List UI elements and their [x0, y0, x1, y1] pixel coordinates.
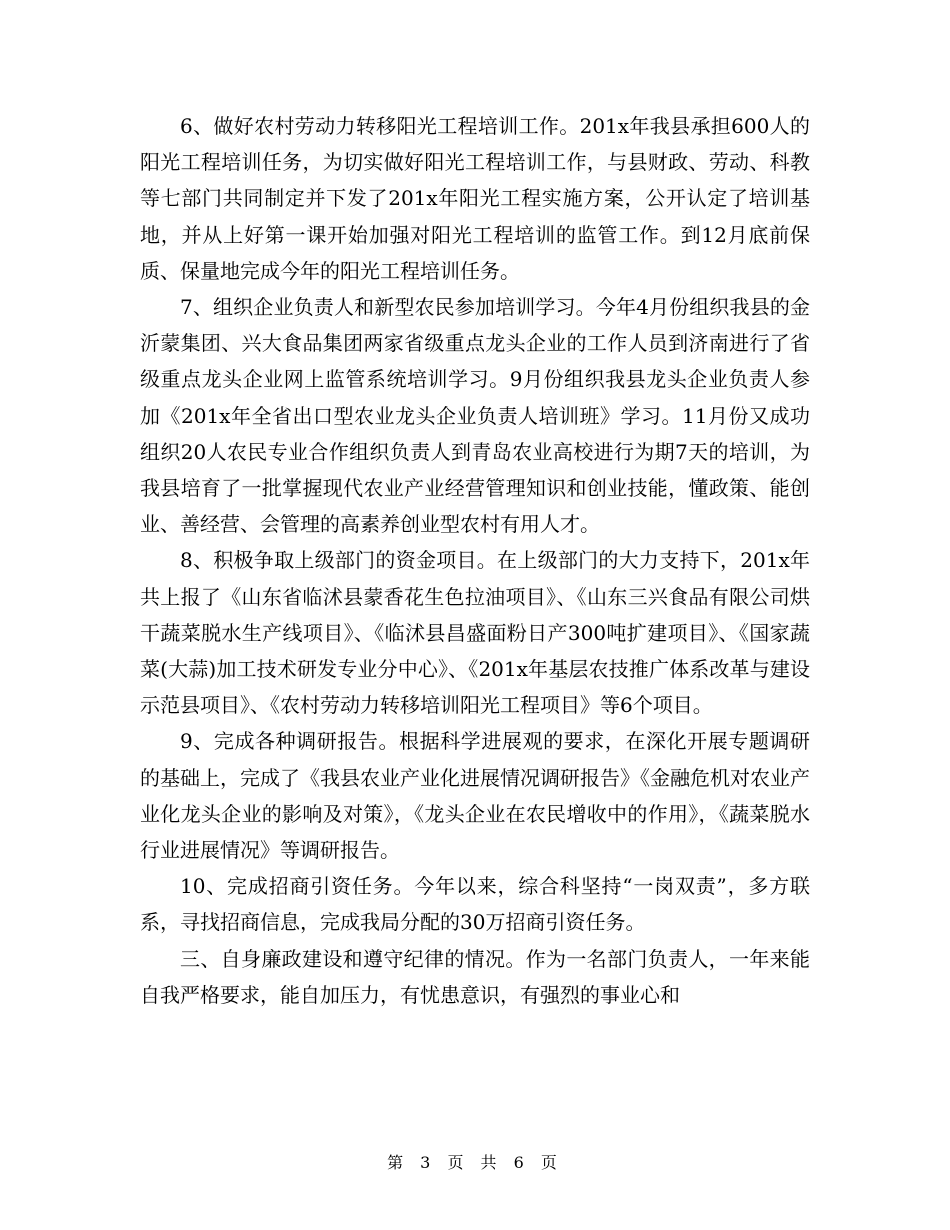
paragraph-item-7: 7、组织企业负责人和新型农民参加培训学习。今年4月份组织我县的金沂蒙集团、兴大食品集团两家省级重点龙头企业的工作人员到济南进行了省级重点龙头企业网上监管系统培训学习。9月份组织我县龙头企业负责人参加《201x年全省出口型农业龙头企业负责人培训班》学习。11月份又成功组织20人农民专业合作组织负责人到青岛农业高校进行为期7天的培训，为我县培育了一批掌握现代农业产业经营管理知识和创业技能，懂政策、能创业、善经营、会管理的高素养创业型农村有用人才。 — [140, 295, 810, 537]
paragraph-section-3: 三、自身廉政建设和遵守纪律的情况。作为一名部门负责人，一年来能自我严格要求，能自加压力，有忧患意识，有强烈的事业心和 — [140, 946, 810, 1007]
paragraph-item-8: 8、积极争取上级部门的资金项目。在上级部门的大力支持下，201x年共上报了《山东省临沭县蒙香花生色拉油项目》、《山东三兴食品有限公司烘干蔬菜脱水生产线项目》、《临沭县昌盛面粉日产300吨扩建项目》、《国家蔬菜(大蒜)加工技术研发专业分中心》、《201x年基层农技推广体系改革与建设示范县项目》、《农村劳动力转移培训阳光工程项目》等6个项目。 — [140, 548, 810, 718]
paragraph-item-9: 9、完成各种调研报告。根据科学进展观的要求，在深化开展专题调研的基础上，完成了《我县农业产业化进展情况调研报告》《金融危机对农业产业化龙头企业的影响及对策》，《龙头企业在农民增收中的作用》，《蔬菜脱水行业进展情况》等调研报告。 — [140, 729, 810, 863]
page-footer: 第 3 页 共 6 页 — [387, 1153, 563, 1172]
paragraph-item-10: 10、完成招商引资任务。今年以来，综合科坚持“一岗双责”，多方联系，寻找招商信息，完成我局分配的30万招商引资任务。 — [140, 874, 810, 935]
document-body — [140, 108, 810, 1013]
paragraph-item-6: 6、做好农村劳动力转移阳光工程培训工作。201x年我县承担600人的阳光工程培训任务，为切实做好阳光工程培训工作，与县财政、劳动、科教等七部门共同制定并下发了201x年阳光工程实施方案，公开认定了培训基地，并从上好第一课开始加强对阳光工程培训的监管工作。到12月底前保质、保量地完成今年的阳光工程培训任务。 — [140, 114, 810, 283]
